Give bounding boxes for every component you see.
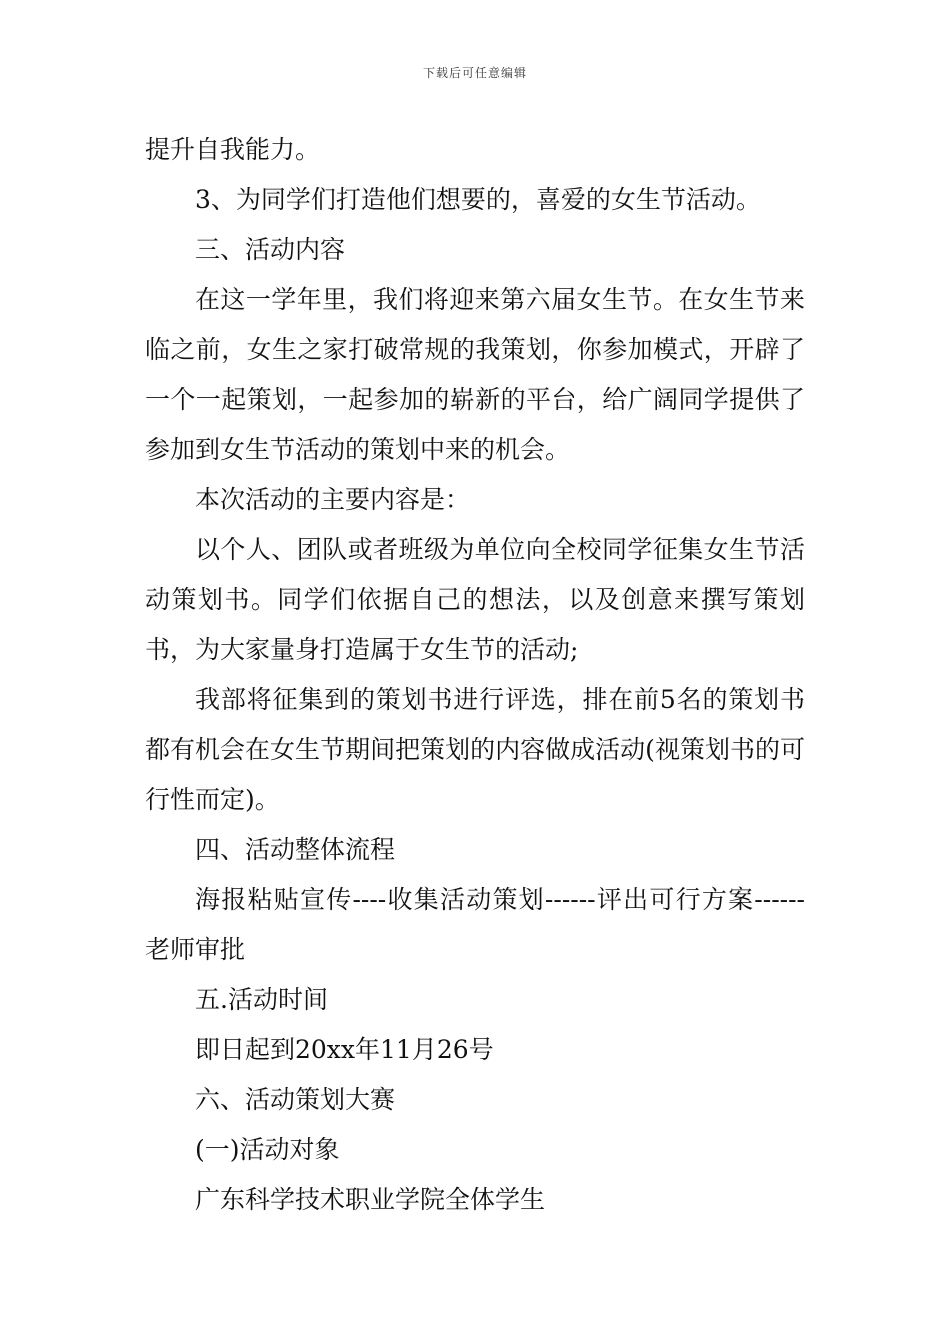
paragraph-solicitation: 以个人、团队或者班级为单位向全校同学征集女生节活动策划书。同学们依据自己的想法，以及创意来撰写策划书，为大家量身打造属于女生节的活动; [145, 535, 805, 664]
heading-activity-content: 三、活动内容 [195, 235, 346, 264]
page-header: 下载后可任意编辑 [422, 66, 527, 80]
paragraph-participants: 广东科学技术职业学院全体学生 [195, 1185, 546, 1214]
paragraph-main-content-lead: 本次活动的主要内容是： [195, 485, 471, 514]
heading-planning-contest: 六、活动策划大赛 [195, 1085, 396, 1114]
paragraph-selection: 我部将征集到的策划书进行评选，排在前5名的策划书都有机会在女生节期间把策划的内容做成活动(视策划书的可行性而定)。 [145, 685, 805, 814]
paragraph-continuation: 提升自我能力。 [145, 135, 321, 164]
subheading-participants: (一)活动对象 [195, 1135, 340, 1164]
paragraph-activity-intro: 在这一学年里，我们将迎来第六届女生节。在女生节来临之前，女生之家打破常规的我策划，你参加模式，开辟了一个一起策划，一起参加的崭新的平台，给广阔同学提供了参加到女生节活动的策划中来的机会。 [145, 285, 805, 464]
document-body [145, 125, 805, 1225]
paragraph-goal-3: 3、为同学们打造他们想要的，喜爱的女生节活动。 [195, 185, 761, 214]
paragraph-activity-date: 即日起到20xx年11月26号 [195, 1035, 494, 1064]
heading-process: 四、活动整体流程 [195, 835, 396, 864]
paragraph-process-flow: 海报粘贴宣传----收集活动策划------评出可行方案------老师审批 [145, 885, 805, 964]
heading-activity-time: 五.活动时间 [195, 985, 328, 1014]
